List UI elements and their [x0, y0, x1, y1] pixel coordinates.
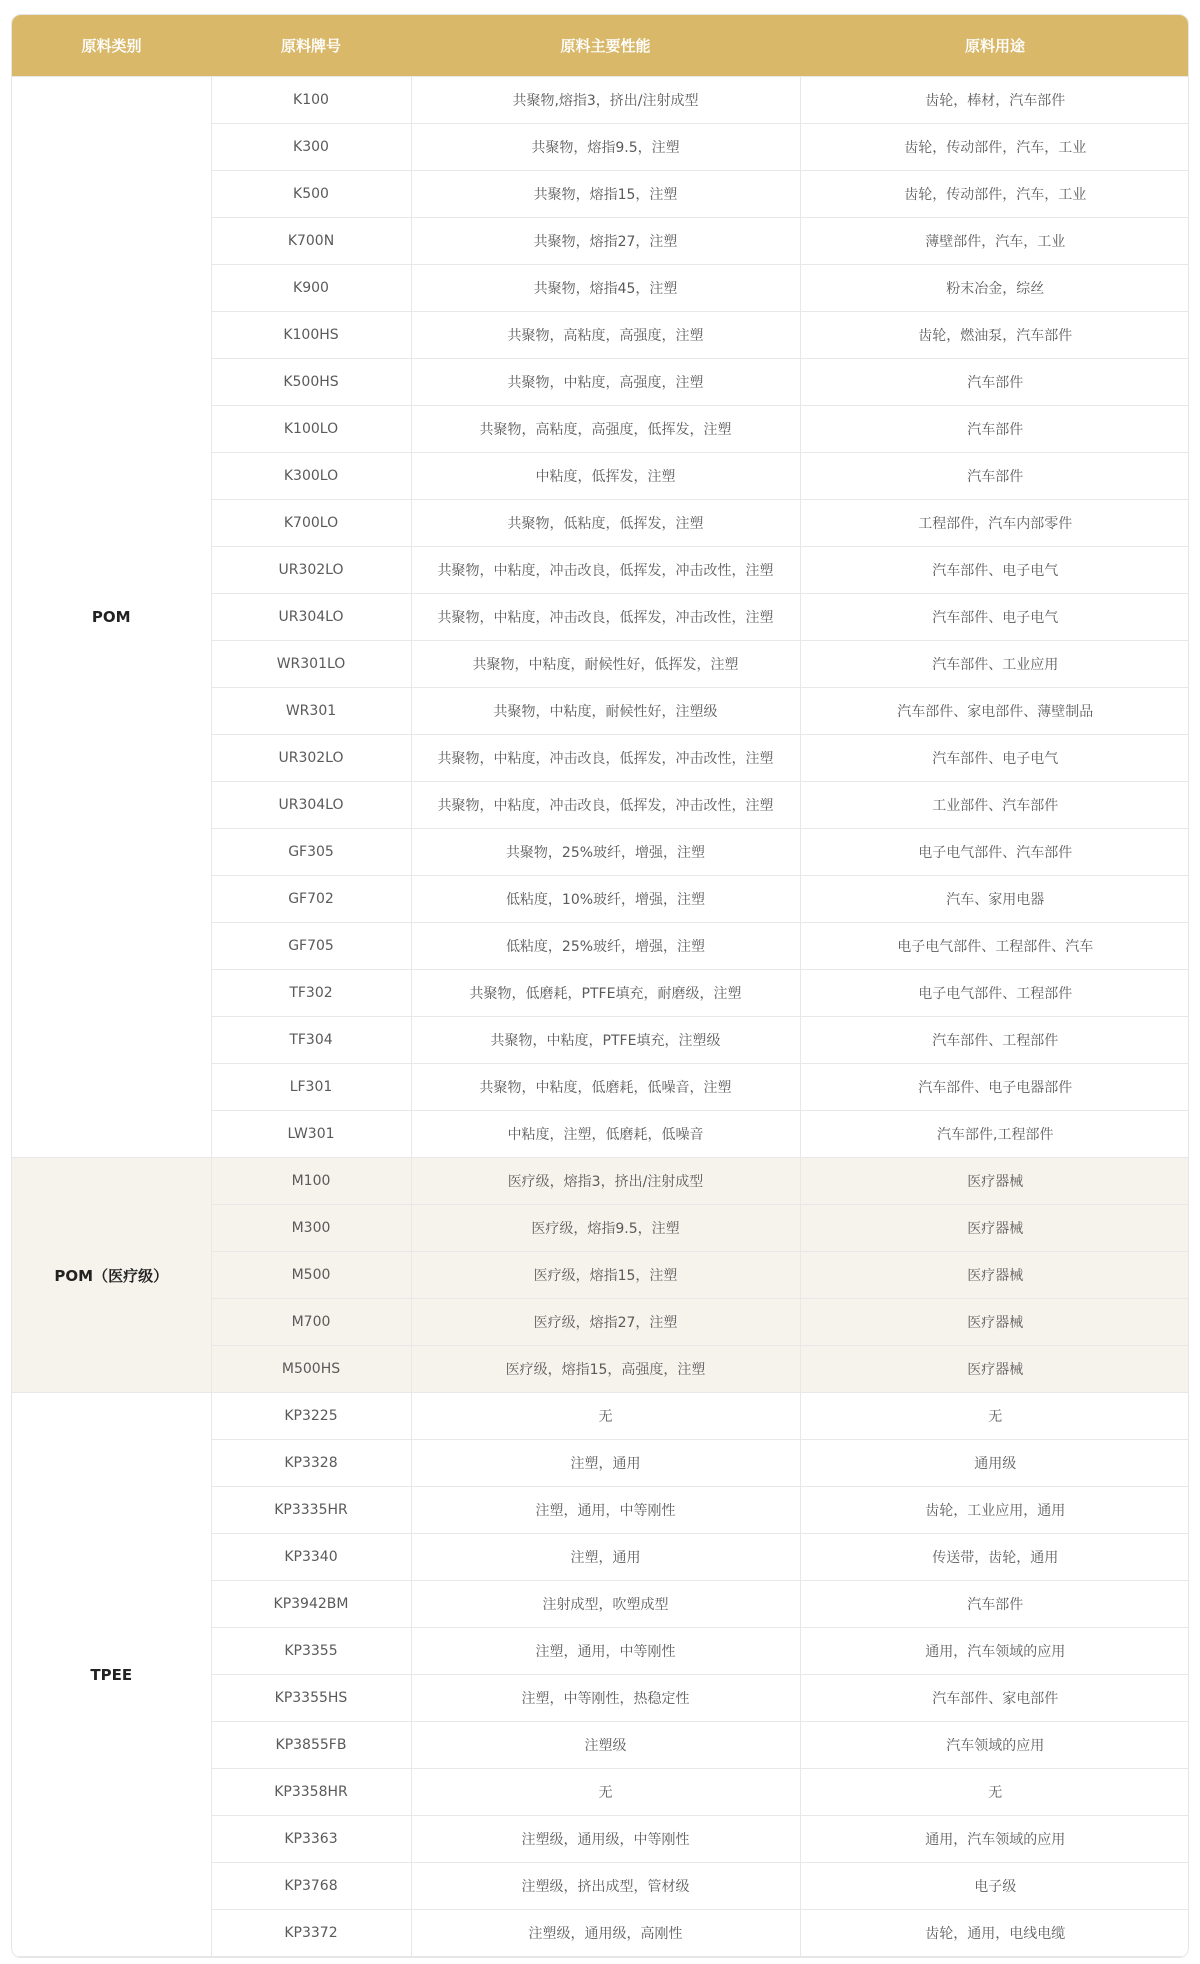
properties-cell: 注塑级，通用级，中等刚性 [411, 1816, 800, 1863]
properties-cell: 共聚物，高粘度，高强度，低挥发，注塑 [411, 406, 800, 453]
properties-cell: 注塑，通用 [411, 1440, 800, 1487]
properties-cell: 无 [411, 1769, 800, 1816]
table-row [12, 1393, 1189, 1440]
properties-cell: 共聚物，低粘度，低挥发，注塑 [411, 500, 800, 547]
table-row [12, 77, 1189, 124]
properties-cell: 无 [411, 1393, 800, 1440]
grade-cell: K300 [211, 124, 411, 171]
applications-cell: 汽车部件 [800, 359, 1189, 406]
properties-cell: 医疗级，熔指15，注塑 [411, 1252, 800, 1299]
grade-cell: LF301 [211, 1064, 411, 1111]
applications-cell: 医疗器械 [800, 1299, 1189, 1346]
applications-cell: 工业部件、汽车部件 [800, 782, 1189, 829]
table-body [12, 77, 1189, 1957]
grade-cell: M700 [211, 1299, 411, 1346]
applications-cell: 汽车部件、电子电气 [800, 594, 1189, 641]
applications-cell: 薄壁部件，汽车，工业 [800, 218, 1189, 265]
grade-cell: KP3355HS [211, 1675, 411, 1722]
grade-cell: M500 [211, 1252, 411, 1299]
properties-cell: 低粘度，25%玻纤，增强，注塑 [411, 923, 800, 970]
header-category: 原料类别 [12, 15, 211, 77]
grade-cell: K300LO [211, 453, 411, 500]
applications-cell: 汽车部件 [800, 406, 1189, 453]
grade-cell: KP3340 [211, 1534, 411, 1581]
properties-cell: 共聚物，中粘度，冲击改良，低挥发，冲击改性，注塑 [411, 547, 800, 594]
properties-cell: 共聚物,熔指3，挤出/注射成型 [411, 77, 800, 124]
properties-cell: 注塑级，挤出成型，管材级 [411, 1863, 800, 1910]
table-header [12, 15, 1189, 77]
applications-cell: 汽车部件、家电部件 [800, 1675, 1189, 1722]
applications-cell: 汽车部件 [800, 1581, 1189, 1628]
header-row [12, 15, 1189, 77]
category-cell: POM（医疗级） [12, 1158, 211, 1393]
properties-cell: 中粘度，低挥发，注塑 [411, 453, 800, 500]
properties-cell: 中粘度，注塑，低磨耗，低噪音 [411, 1111, 800, 1158]
category-cell: TPEE [12, 1393, 211, 1957]
properties-cell: 注塑，通用 [411, 1534, 800, 1581]
applications-cell: 齿轮，通用，电线电缆 [800, 1910, 1189, 1957]
properties-cell: 注塑，通用，中等刚性 [411, 1487, 800, 1534]
properties-cell: 医疗级，熔指3，挤出/注射成型 [411, 1158, 800, 1205]
grade-cell: KP3335HR [211, 1487, 411, 1534]
grade-cell: GF702 [211, 876, 411, 923]
applications-cell: 汽车、家用电器 [800, 876, 1189, 923]
properties-cell: 共聚物，中粘度，耐候性好，注塑级 [411, 688, 800, 735]
applications-cell: 汽车领域的应用 [800, 1722, 1189, 1769]
applications-cell: 通用，汽车领域的应用 [800, 1816, 1189, 1863]
applications-cell: 工程部件，汽车内部零件 [800, 500, 1189, 547]
header-applications: 原料用途 [800, 15, 1189, 77]
applications-cell: 汽车部件、工程部件 [800, 1017, 1189, 1064]
applications-cell: 医疗器械 [800, 1346, 1189, 1393]
grade-cell: WR301LO [211, 641, 411, 688]
grade-cell: GF705 [211, 923, 411, 970]
grade-cell: UR304LO [211, 594, 411, 641]
applications-cell: 粉末冶金，综丝 [800, 265, 1189, 312]
grade-cell: KP3328 [211, 1440, 411, 1487]
properties-cell: 低粘度，10%玻纤，增强，注塑 [411, 876, 800, 923]
grade-cell: K100HS [211, 312, 411, 359]
grade-cell: UR304LO [211, 782, 411, 829]
applications-cell: 通用，汽车领域的应用 [800, 1628, 1189, 1675]
properties-cell: 共聚物，25%玻纤，增强，注塑 [411, 829, 800, 876]
grade-cell: M500HS [211, 1346, 411, 1393]
properties-cell: 医疗级，熔指27，注塑 [411, 1299, 800, 1346]
properties-cell: 共聚物，高粘度，高强度，注塑 [411, 312, 800, 359]
properties-cell: 共聚物，中粘度，低磨耗，低噪音，注塑 [411, 1064, 800, 1111]
applications-cell: 电子电气部件、工程部件 [800, 970, 1189, 1017]
properties-cell: 医疗级，熔指9.5，注塑 [411, 1205, 800, 1252]
properties-cell: 共聚物，熔指9.5，注塑 [411, 124, 800, 171]
grade-cell: M300 [211, 1205, 411, 1252]
grade-cell: KP3358HR [211, 1769, 411, 1816]
grade-cell: K700N [211, 218, 411, 265]
category-cell: POM [12, 77, 211, 1158]
grade-cell: KP3942BM [211, 1581, 411, 1628]
applications-cell: 医疗器械 [800, 1205, 1189, 1252]
properties-cell: 共聚物，中粘度，高强度，注塑 [411, 359, 800, 406]
applications-cell: 汽车部件、工业应用 [800, 641, 1189, 688]
applications-cell: 汽车部件 [800, 453, 1189, 500]
properties-cell: 共聚物，中粘度，PTFE填充，注塑级 [411, 1017, 800, 1064]
applications-cell: 齿轮，棒材，汽车部件 [800, 77, 1189, 124]
grade-cell: K500HS [211, 359, 411, 406]
grade-cell: GF305 [211, 829, 411, 876]
properties-cell: 共聚物，熔指27，注塑 [411, 218, 800, 265]
grade-cell: KP3855FB [211, 1722, 411, 1769]
grade-cell: UR302LO [211, 547, 411, 594]
applications-cell: 无 [800, 1769, 1189, 1816]
applications-cell: 传送带，齿轮，通用 [800, 1534, 1189, 1581]
grade-cell: WR301 [211, 688, 411, 735]
materials-table-container [11, 14, 1189, 1958]
applications-cell: 医疗器械 [800, 1158, 1189, 1205]
applications-cell: 汽车部件、电子电气 [800, 735, 1189, 782]
applications-cell: 电子电气部件、工程部件、汽车 [800, 923, 1189, 970]
properties-cell: 共聚物，中粘度，耐候性好，低挥发，注塑 [411, 641, 800, 688]
header-properties: 原料主要性能 [411, 15, 800, 77]
grade-cell: K900 [211, 265, 411, 312]
applications-cell: 通用级 [800, 1440, 1189, 1487]
grade-cell: KP3768 [211, 1863, 411, 1910]
applications-cell: 齿轮，工业应用，通用 [800, 1487, 1189, 1534]
applications-cell: 无 [800, 1393, 1189, 1440]
properties-cell: 注射成型，吹塑成型 [411, 1581, 800, 1628]
applications-cell: 汽车部件、家电部件、薄壁制品 [800, 688, 1189, 735]
grade-cell: KP3372 [211, 1910, 411, 1957]
grade-cell: KP3355 [211, 1628, 411, 1675]
grade-cell: K700LO [211, 500, 411, 547]
applications-cell: 齿轮，传动部件，汽车，工业 [800, 124, 1189, 171]
grade-cell: K100LO [211, 406, 411, 453]
grade-cell: KP3225 [211, 1393, 411, 1440]
properties-cell: 注塑，中等刚性，热稳定性 [411, 1675, 800, 1722]
grade-cell: KP3363 [211, 1816, 411, 1863]
applications-cell: 汽车部件,工程部件 [800, 1111, 1189, 1158]
grade-cell: LW301 [211, 1111, 411, 1158]
grade-cell: K500 [211, 171, 411, 218]
properties-cell: 注塑级，通用级，高刚性 [411, 1910, 800, 1957]
grade-cell: M100 [211, 1158, 411, 1205]
grade-cell: TF302 [211, 970, 411, 1017]
applications-cell: 电子电气部件、汽车部件 [800, 829, 1189, 876]
applications-cell: 医疗器械 [800, 1252, 1189, 1299]
applications-cell: 齿轮，传动部件，汽车，工业 [800, 171, 1189, 218]
properties-cell: 注塑，通用，中等刚性 [411, 1628, 800, 1675]
grade-cell: K100 [211, 77, 411, 124]
properties-cell: 共聚物，低磨耗，PTFE填充，耐磨级，注塑 [411, 970, 800, 1017]
table-row [12, 1158, 1189, 1205]
grade-cell: UR302LO [211, 735, 411, 782]
header-grade: 原料牌号 [211, 15, 411, 77]
properties-cell: 共聚物，中粘度，冲击改良，低挥发，冲击改性，注塑 [411, 735, 800, 782]
applications-cell: 电子级 [800, 1863, 1189, 1910]
properties-cell: 医疗级，熔指15，高强度，注塑 [411, 1346, 800, 1393]
applications-cell: 齿轮，燃油泵，汽车部件 [800, 312, 1189, 359]
properties-cell: 共聚物，熔指15，注塑 [411, 171, 800, 218]
applications-cell: 汽车部件、电子电器部件 [800, 1064, 1189, 1111]
properties-cell: 共聚物，中粘度，冲击改良，低挥发，冲击改性，注塑 [411, 782, 800, 829]
materials-table [12, 15, 1189, 1957]
grade-cell: TF304 [211, 1017, 411, 1064]
properties-cell: 注塑级 [411, 1722, 800, 1769]
properties-cell: 共聚物，熔指45，注塑 [411, 265, 800, 312]
properties-cell: 共聚物，中粘度，冲击改良，低挥发，冲击改性，注塑 [411, 594, 800, 641]
applications-cell: 汽车部件、电子电气 [800, 547, 1189, 594]
